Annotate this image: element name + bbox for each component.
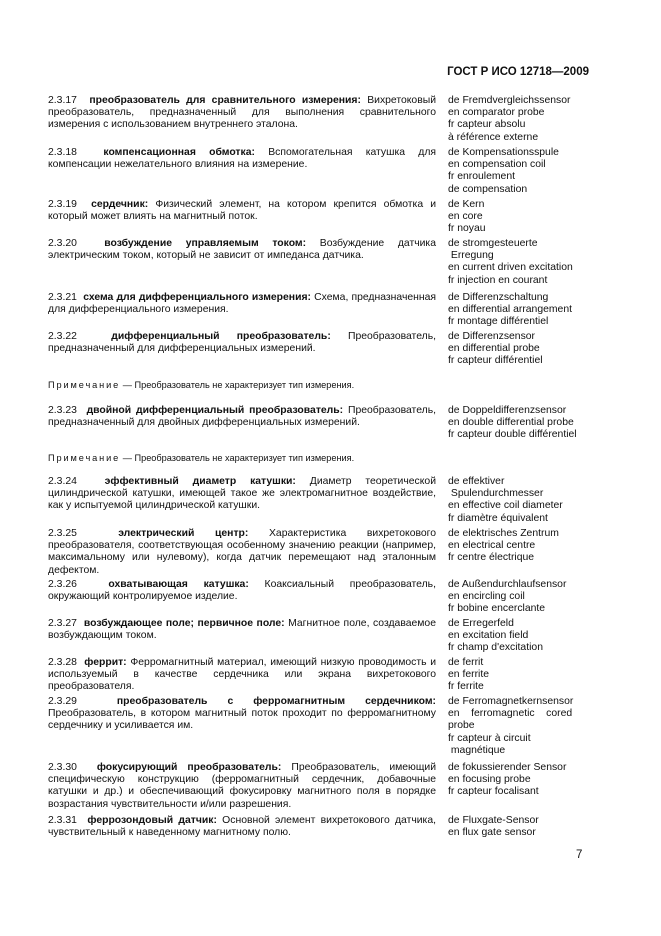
note: Примечание — Преобразователь не характеризует тип измерения. bbox=[48, 453, 355, 463]
term-equivalents: de Erregerfeld en excitation field fr champ d'excitation bbox=[448, 618, 543, 654]
term-definition: 2.3.29 преобразователь с ферромагнитным сердечником: Преобразователь, в котором магнитный поток проходит по ферромагнитному сердечнику и усиливается им. bbox=[48, 696, 436, 732]
term-definition: 2.3.18 компенсационная обмотка: Вспомогательная катушка для компенсации нежелательного влияния на измерение. bbox=[48, 147, 437, 171]
term-definition: 2.3.31 феррозондовый датчик: Основной элемент вихретокового датчика, чувствительный к наведенному магнитному полю. bbox=[48, 815, 437, 839]
term-name: эффективный диаметр катушки: bbox=[104, 476, 296, 487]
term-definition: 2.3.27 возбуждающее поле; первичное поле: Магнитное поле, создаваемое возбуждающим током. bbox=[48, 618, 436, 642]
term-definition: 2.3.26 охватывающая катушка: Коаксиальный преобразователь, окружающий контролируемое изделие. bbox=[48, 579, 436, 603]
term-name: схема для дифференциального измерения: bbox=[83, 292, 311, 303]
term-equivalents: de stromgesteuerte Erregung en current driven excitation fr injection en courant bbox=[448, 238, 573, 286]
term-definition: 2.3.23 двойной дифференциальный преобразователь: Преобразователь, предназначенный для двойных дифференциальных измерений. bbox=[48, 405, 436, 429]
term-equivalents: de Kompensationsspule en compensation coil fr enroulement de compensation bbox=[448, 147, 559, 195]
term-name: феррит: bbox=[84, 657, 127, 668]
term-name: дифференциальный преобразователь: bbox=[111, 331, 331, 342]
term-name: возбуждение управляемым током: bbox=[104, 238, 307, 249]
term-name: охватывающая катушка: bbox=[108, 579, 249, 590]
term-name: феррозондовый датчик: bbox=[87, 815, 217, 826]
term-equivalents: de effektiver Spulendurchmesser en effective coil diameter fr diamètre équivalent bbox=[448, 476, 563, 524]
term-equivalents: de Differenzsensor en differential probe fr capteur différentiel bbox=[448, 331, 543, 367]
term-equivalents: de ferrit en ferrite fr ferrite bbox=[448, 657, 490, 693]
term-definition: 2.3.22 дифференциальный преобразователь: Преобразователь, предназначенный для дифференциальных измерений. bbox=[48, 331, 436, 355]
term-name: преобразователь для сравнительного измерения: bbox=[89, 95, 361, 106]
term-name: сердечник: bbox=[91, 199, 149, 210]
page-number: 7 bbox=[576, 849, 583, 861]
term-equivalents: de Außendurchlaufsensor en encircling coil fr bobine encerclante bbox=[448, 579, 567, 615]
term-definition: 2.3.19 сердечник: Физический элемент, на котором крепится обмотка и который может влиять на магнитный поток. bbox=[48, 199, 437, 223]
term-name: двойной дифференциальный преобразователь: bbox=[86, 405, 344, 416]
term-equivalents: de Ferromagnetkernsensor en ferromagnetic cored probe fr capteur à circuit magnétique bbox=[448, 696, 574, 756]
term-definition: 2.3.25 электрический центр: Характеристика вихретокового преобразователя, соответствующая особенному значению реакции (например, максимальному или нулевому), когда датчик перемещают над эталонным дефектом. bbox=[48, 528, 437, 576]
term-name: компенсационная обмотка: bbox=[103, 147, 255, 158]
term-definition: 2.3.17 преобразователь для сравнительного измерения: Вихретоковый преобразователь, предназначенный для выполнения сравнительного измерения с использованием внутреннего эталона. bbox=[48, 95, 437, 131]
term-name: электрический центр: bbox=[118, 528, 249, 539]
term-equivalents: de Differenzschaltung en differential arrangement fr montage différentiel bbox=[448, 292, 572, 328]
document-header: ГОСТ Р ИСО 12718—2009 bbox=[447, 66, 589, 78]
term-name: преобразователь с ферромагнитным сердечником: bbox=[116, 696, 436, 707]
term-definition: 2.3.20 возбуждение управляемым током: Возбуждение датчика электрическим током, который не зависит от импеданса датчика. bbox=[48, 238, 436, 262]
term-equivalents: de Doppeldifferenzsensor en double differential probe fr capteur double différentiel bbox=[448, 405, 577, 441]
note: Примечание — Преобразователь не характеризует тип измерения. bbox=[48, 380, 355, 390]
term-equivalents: de Fluxgate-Sensor en flux gate sensor bbox=[448, 815, 539, 839]
term-definition: 2.3.21 схема для дифференциального измерения: Схема, предназначенная для дифференциального измерения. bbox=[48, 292, 437, 316]
term-equivalents: de fokussierender Sensor en focusing probe fr capteur focalisant bbox=[448, 762, 567, 798]
term-name: фокусирующий преобразователь: bbox=[96, 762, 282, 773]
term-definition: 2.3.24 эффективный диаметр катушки: Диаметр теоретической цилиндрической катушки, имеющей такое же электромагнитное воздействие, как у испытуемой цилиндрической катушки. bbox=[48, 476, 436, 512]
term-definition: 2.3.30 фокусирующий преобразователь: Преобразователь, имеющий специфическую конструкцию (ферромагнитный сердечник, добавочные катушки и др.) и обеспечивающий фокусировку магнитного поля в порядке возрастания чувствительности и/или разрешения. bbox=[48, 762, 437, 810]
term-equivalents: de elektrisches Zentrum en electrical centre fr centre électrique bbox=[448, 528, 559, 564]
term-name: возбуждающее поле; первичное поле: bbox=[83, 618, 285, 629]
term-equivalents: de Fremdvergleichssensor en comparator probe fr capteur absolu à référence externe bbox=[448, 95, 571, 143]
term-definition: 2.3.28 феррит: Ферромагнитный материал, имеющий низкую проводимость и используемый в качестве сердечника или экрана вихретокового преобразователя. bbox=[48, 657, 437, 693]
term-equivalents: de Kern en core fr noyau bbox=[448, 199, 486, 235]
